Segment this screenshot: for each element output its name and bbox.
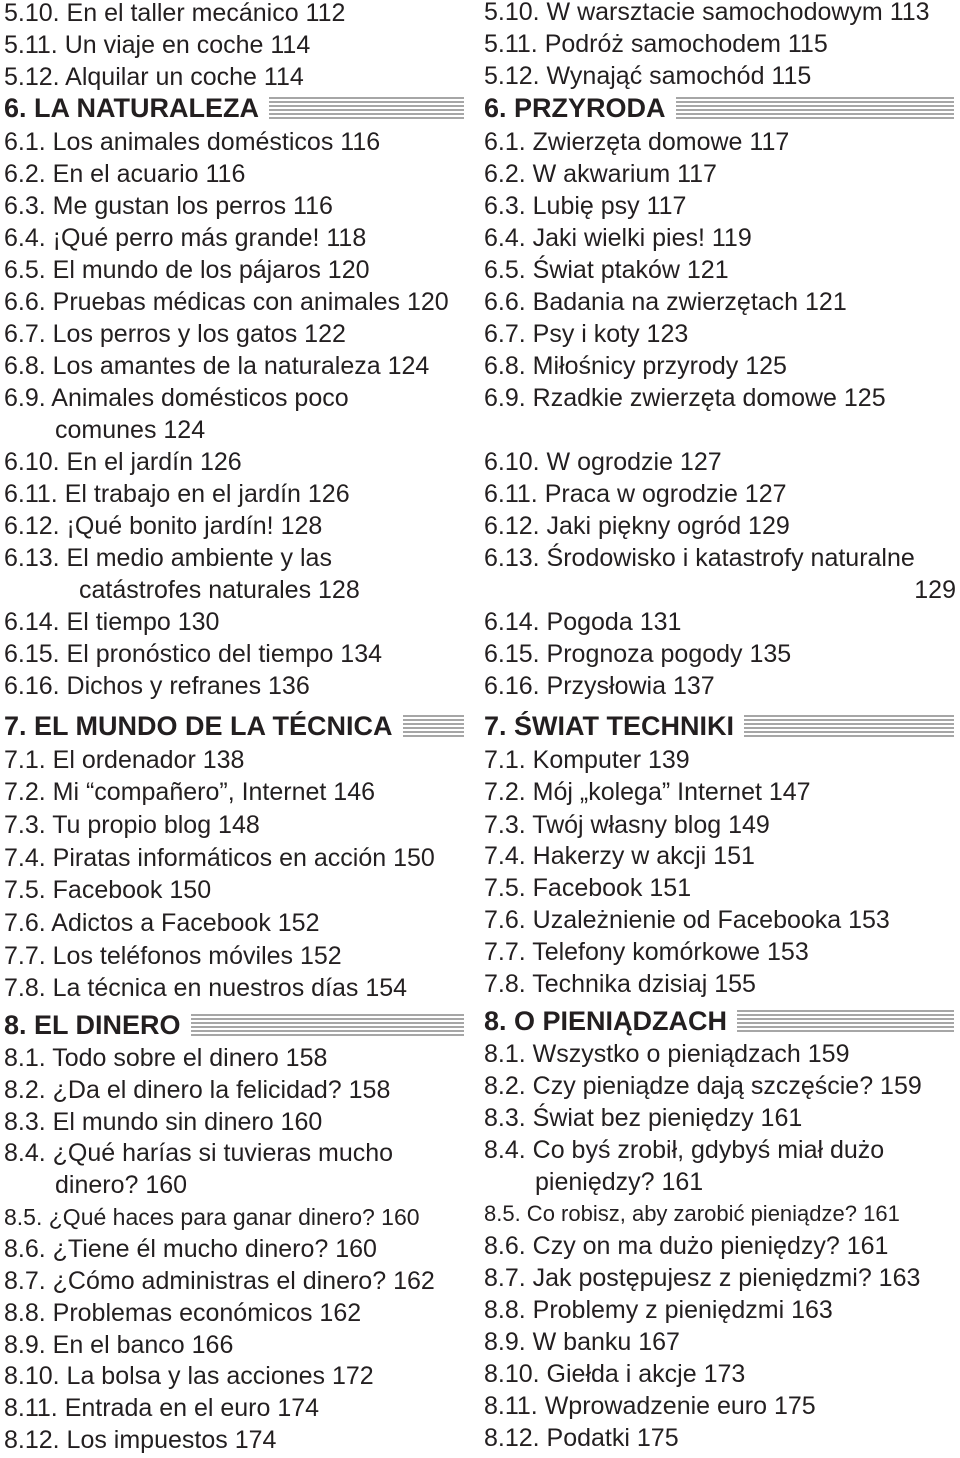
heading-rule-lines bbox=[737, 1010, 954, 1032]
toc-entry: 7.3. Tu propio blog 148 bbox=[4, 811, 260, 839]
toc-entry: 6.9. Animales domésticos poco bbox=[4, 384, 349, 412]
toc-entry: 8.8. Problemy z pieniędzmi 163 bbox=[484, 1296, 833, 1324]
heading-rule-lines bbox=[269, 97, 464, 119]
toc-entry: 8.1. Wszystko o pieniądzach 159 bbox=[484, 1040, 850, 1068]
toc-entry: 8.7. Jak postępujesz z pieniędzmi? 163 bbox=[484, 1264, 921, 1292]
toc-entry: 6.4. ¡Qué perro más grande! 118 bbox=[4, 224, 367, 252]
toc-entry: 7.1. El ordenador 138 bbox=[4, 746, 245, 774]
toc-entry: 8.12. Los impuestos 174 bbox=[4, 1426, 277, 1454]
toc-entry: 6.6. Badania na zwierzętach 121 bbox=[484, 288, 847, 316]
toc-entry: 8.6. ¿Tiene él mucho dinero? 160 bbox=[4, 1235, 377, 1263]
toc-entry: 8.6. Czy on ma dużo pieniędzy? 161 bbox=[484, 1232, 889, 1260]
toc-entry: 7.3. Twój własny blog 149 bbox=[484, 811, 770, 839]
toc-entry: 7.2. Mi “compañero”, Internet 146 bbox=[4, 778, 376, 806]
toc-entry: 8.11. Entrada en el euro 174 bbox=[4, 1394, 320, 1422]
toc-entry: 6.10. W ogrodzie 127 bbox=[484, 448, 722, 476]
section-heading bbox=[4, 1010, 470, 1040]
toc-entry: 8.3. Świat bez pieniędzy 161 bbox=[484, 1104, 803, 1132]
toc-entry: 8.7. ¿Cómo administras el dinero? 162 bbox=[4, 1267, 435, 1295]
toc-entry: 7.4. Hakerzy w akcji 151 bbox=[484, 842, 755, 870]
section-heading bbox=[4, 711, 470, 741]
toc-entry: 8.12. Podatki 175 bbox=[484, 1424, 679, 1452]
toc-entry: 8.11. Wprowadzenie euro 175 bbox=[484, 1392, 816, 1420]
toc-entry-continuation: catástrofes naturales 128 bbox=[79, 576, 360, 604]
toc-entry: 7.6. Adictos a Facebook 152 bbox=[4, 909, 320, 937]
toc-entry: 6.15. El pronóstico del tiempo 134 bbox=[4, 640, 383, 668]
toc-entry: 8.2. Czy pieniądze dają szczęście? 159 bbox=[484, 1072, 922, 1100]
toc-entry: 8.4. ¿Qué harías si tuvieras mucho bbox=[4, 1139, 394, 1167]
toc-entry: 8.10. La bolsa y las acciones 172 bbox=[4, 1362, 374, 1390]
section-heading-label: 6. LA NATURALEZA bbox=[4, 93, 259, 123]
toc-entry: 6.7. Los perros y los gatos 122 bbox=[4, 320, 346, 348]
toc-entry: 8.9. W banku 167 bbox=[484, 1328, 680, 1356]
toc-entry: 8.4. Co byś zrobił, gdybyś miał dużo bbox=[484, 1136, 885, 1164]
toc-entry-continuation: dinero? 160 bbox=[55, 1171, 188, 1199]
section-heading bbox=[4, 93, 470, 123]
heading-rule-lines bbox=[744, 715, 954, 737]
toc-entry: 8.5. ¿Qué haces para ganar dinero? 160 bbox=[4, 1204, 420, 1230]
toc-entry: 6.8. Los amantes de la naturaleza 124 bbox=[4, 352, 430, 380]
toc-entry: 5.11. Podróż samochodem 115 bbox=[484, 30, 828, 58]
toc-entry: 8.5. Co robisz, aby zarobić pieniądze? 161 bbox=[484, 1201, 900, 1226]
toc-entry: 7.7. Los teléfonos móviles 152 bbox=[4, 942, 342, 970]
toc-entry: 6.5. Świat ptaków 121 bbox=[484, 256, 729, 284]
toc-entry-continuation: comunes 124 bbox=[55, 416, 206, 444]
toc-entry: 6.11. El trabajo en el jardín 126 bbox=[4, 480, 350, 508]
heading-rule-lines bbox=[191, 1014, 464, 1036]
toc-entry: 6.16. Dichos y refranes 136 bbox=[4, 672, 310, 700]
toc-entry: 6.9. Rzadkie zwierzęta domowe 125 bbox=[484, 384, 886, 412]
toc-entry: 8.2. ¿Da el dinero la felicidad? 158 bbox=[4, 1076, 391, 1104]
section-heading-label: 7. ŚWIAT TECHNIKI bbox=[484, 711, 735, 741]
toc-entry: 6.12. Jaki piękny ogród 129 bbox=[484, 512, 790, 540]
toc-entry: 6.2. W akwarium 117 bbox=[484, 160, 717, 188]
toc-entry: 7.4. Piratas informáticos en acción 150 bbox=[4, 844, 435, 872]
toc-entry: 6.2. En el acuario 116 bbox=[4, 160, 246, 188]
toc-entry: 6.3. Me gustan los perros 116 bbox=[4, 192, 333, 220]
toc-entry: 6.8. Miłośnicy przyrody 125 bbox=[484, 352, 787, 380]
toc-entry: 6.16. Przysłowia 137 bbox=[484, 672, 715, 700]
toc-entry: 6.13. El medio ambiente y las bbox=[4, 544, 332, 572]
section-heading bbox=[484, 1006, 960, 1036]
toc-entry: 6.11. Praca w ogrodzie 127 bbox=[484, 480, 787, 508]
toc-entry: 8.3. El mundo sin dinero 160 bbox=[4, 1108, 323, 1136]
toc-entry: 7.5. Facebook 151 bbox=[484, 874, 692, 902]
toc-entry: 6.15. Prognoza pogody 135 bbox=[484, 640, 792, 668]
toc-entry: 6.14. Pogoda 131 bbox=[484, 608, 682, 636]
toc-entry: 7.7. Telefony komórkowe 153 bbox=[484, 938, 809, 966]
toc-entry: 7.6. Uzależnienie od Facebooka 153 bbox=[484, 906, 890, 934]
section-heading-label: 7. EL MUNDO DE LA TÉCNICA bbox=[4, 711, 393, 741]
heading-rule-lines bbox=[676, 97, 954, 119]
toc-entry: 5.11. Un viaje en coche 114 bbox=[4, 31, 311, 59]
section-heading bbox=[484, 711, 960, 741]
toc-entry: 6.14. El tiempo 130 bbox=[4, 608, 220, 636]
toc-entry: 7.1. Komputer 139 bbox=[484, 746, 690, 774]
toc-entry: 6.1. Zwierzęta domowe 117 bbox=[484, 128, 790, 156]
toc-entry: 6.12. ¡Qué bonito jardín! 128 bbox=[4, 512, 323, 540]
toc-entry: 5.10. En el taller mecánico 112 bbox=[4, 0, 346, 27]
section-heading-label: 6. PRZYRODA bbox=[484, 93, 666, 123]
toc-entry: 6.1. Los animales domésticos 116 bbox=[4, 128, 381, 156]
toc-entry: 7.8. La técnica en nuestros días 154 bbox=[4, 974, 408, 1002]
toc-entry: 7.2. Mój „kolega” Internet 147 bbox=[484, 778, 811, 806]
toc-entry: 6.3. Lubię psy 117 bbox=[484, 192, 687, 220]
heading-rule-lines bbox=[403, 715, 464, 737]
toc-entry: 6.13. Środowisko i katastrofy naturalne bbox=[484, 544, 915, 572]
toc-entry: 6.6. Pruebas médicas con animales 120 bbox=[4, 288, 449, 316]
toc-entry: 7.8. Technika dzisiaj 155 bbox=[484, 970, 756, 998]
toc-entry: 8.1. Todo sobre el dinero 158 bbox=[4, 1044, 328, 1072]
toc-entry: 6.4. Jaki wielki pies! 119 bbox=[484, 224, 752, 252]
toc-entry: 5.12. Wynająć samochód 115 bbox=[484, 62, 812, 90]
toc-entry: 8.10. Giełda i akcje 173 bbox=[484, 1360, 746, 1388]
toc-entry: 6.10. En el jardín 126 bbox=[4, 448, 242, 476]
toc-entry: 5.12. Alquilar un coche 114 bbox=[4, 63, 304, 91]
section-heading bbox=[484, 93, 960, 123]
toc-entry: 7.5. Facebook 150 bbox=[4, 876, 212, 904]
toc-entry-continuation: 129 bbox=[914, 576, 956, 604]
toc-entry: 8.8. Problemas económicos 162 bbox=[4, 1299, 362, 1327]
toc-entry-continuation: pieniędzy? 161 bbox=[535, 1168, 704, 1196]
toc-entry: 8.9. En el banco 166 bbox=[4, 1331, 234, 1359]
section-heading-label: 8. O PIENIĄDZACH bbox=[484, 1006, 728, 1036]
toc-entry: 6.7. Psy i koty 123 bbox=[484, 320, 689, 348]
section-heading-label: 8. EL DINERO bbox=[4, 1010, 181, 1040]
toc-entry: 6.5. El mundo de los pájaros 120 bbox=[4, 256, 370, 284]
toc-entry: 5.10. W warsztacie samochodowym 113 bbox=[484, 0, 930, 26]
